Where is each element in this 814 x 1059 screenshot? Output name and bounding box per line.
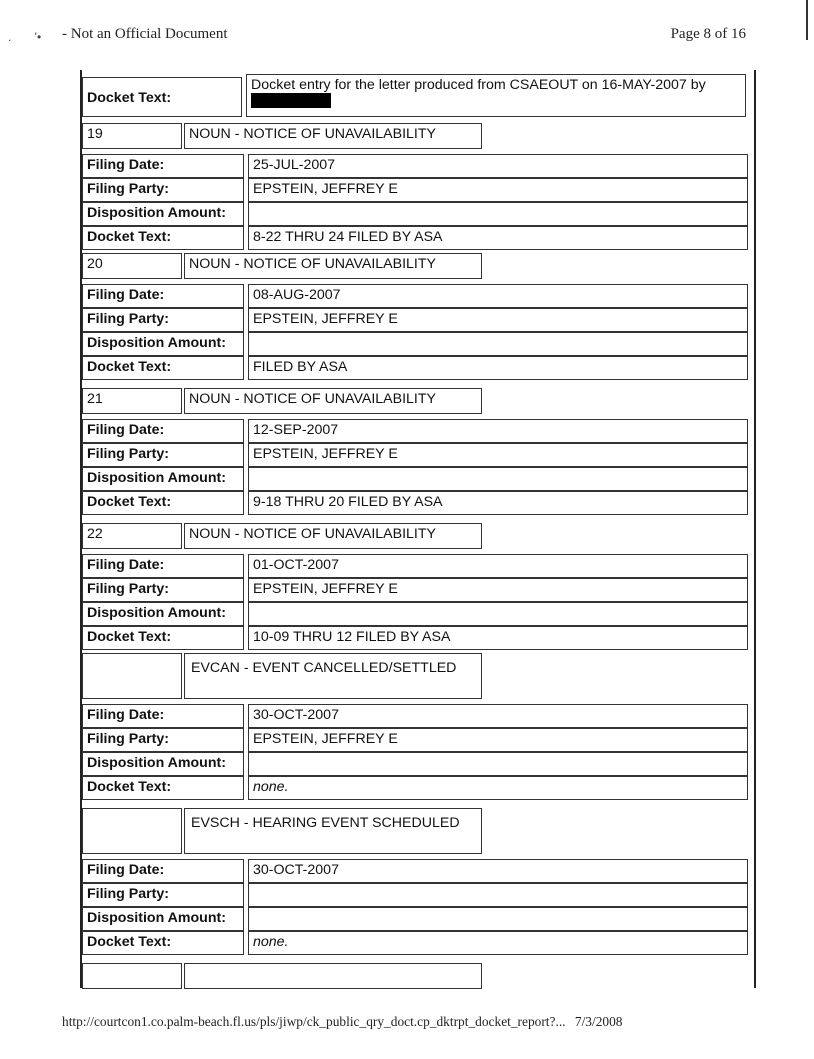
docket-text-label: Docket Text: — [82, 626, 244, 650]
filing-party-label: Filing Party: — [82, 578, 244, 602]
filing-party-value: EPSTEIN, JEFFREY E — [248, 728, 748, 752]
docket-text-value: none. — [248, 776, 748, 800]
docket-text-value: 10-09 THRU 12 FILED BY ASA — [248, 626, 748, 650]
entry-number-cell: 21 — [82, 388, 182, 414]
disposition-amount-value — [248, 467, 748, 491]
entry-number-cell: 22 — [82, 523, 182, 549]
empty-number-cell — [82, 963, 182, 989]
entry-event-cell: NOUN - NOTICE OF UNAVAILABILITY — [184, 123, 482, 149]
disposition-amount-label: Disposition Amount: — [82, 907, 244, 931]
docket-text-label: Docket Text: — [82, 491, 244, 515]
entry-event-cell: NOUN - NOTICE OF UNAVAILABILITY — [184, 253, 482, 279]
scan-edge-mark — [806, 0, 808, 40]
entry-event-cell: EVSCH - HEARING EVENT SCHEDULED — [184, 808, 482, 854]
entry-number-cell: 19 — [82, 123, 182, 149]
filing-date-label: Filing Date: — [82, 859, 244, 883]
docket-text-label: Docket Text: — [82, 226, 244, 250]
filing-date-label: Filing Date: — [82, 704, 244, 728]
filing-party-label: Filing Party: — [82, 178, 244, 202]
disposition-amount-label: Disposition Amount: — [82, 332, 244, 356]
page-footer — [62, 1014, 623, 1030]
docket-text-value: none. — [248, 931, 748, 955]
filing-party-value: EPSTEIN, JEFFREY E — [248, 443, 748, 467]
disposition-amount-label: Disposition Amount: — [82, 202, 244, 226]
filing-party-value — [248, 883, 748, 907]
filing-date-value: 01-OCT-2007 — [248, 554, 748, 578]
page-number: Page 8 of 16 — [670, 26, 746, 42]
filing-date-value: 30-OCT-2007 — [248, 859, 748, 883]
disposition-amount-value — [248, 202, 748, 226]
filing-party-value: EPSTEIN, JEFFREY E — [248, 308, 748, 332]
disposition-amount-label: Disposition Amount: — [82, 602, 244, 626]
entry-number-cell: 20 — [82, 253, 182, 279]
disposition-amount-label: Disposition Amount: — [82, 752, 244, 776]
filing-party-value: EPSTEIN, JEFFREY E — [248, 178, 748, 202]
docket-text-value: 9-18 THRU 20 FILED BY ASA — [248, 491, 748, 515]
filing-date-value: 12-SEP-2007 — [248, 419, 748, 443]
docket-text-value: 8-22 THRU 24 FILED BY ASA — [248, 226, 748, 250]
redaction-block — [251, 93, 331, 108]
disposition-amount-value — [248, 907, 748, 931]
docket-text-value — [246, 74, 746, 117]
filing-date-value: 08-AUG-2007 — [248, 284, 748, 308]
docket-text-content: Docket entry for the letter produced from CSAEOUT on 16-MAY-2007 by — [251, 77, 706, 93]
filing-date-label: Filing Date: — [82, 419, 244, 443]
disposition-amount-value — [248, 752, 748, 776]
filing-date-label: Filing Date: — [82, 284, 244, 308]
filing-date-value: 30-OCT-2007 — [248, 704, 748, 728]
filing-party-label: Filing Party: — [82, 443, 244, 467]
entry-event-cell: EVCAN - EVENT CANCELLED/SETTLED — [184, 653, 482, 699]
docket-text-label: Docket Text: — [82, 77, 242, 117]
disposition-amount-value — [248, 602, 748, 626]
filing-party-label: Filing Party: — [82, 308, 244, 332]
filing-party-value: EPSTEIN, JEFFREY E — [248, 578, 748, 602]
footer-url: http://courtcon1.co.palm-beach.fl.us/pls/jiwp/ck_public_qry_doct.cp_dktrpt_docket_report?... — [62, 1014, 566, 1029]
entry-number-cell — [82, 808, 182, 854]
disposition-amount-label: Disposition Amount: — [82, 467, 244, 491]
entry-event-cell: NOUN - NOTICE OF UNAVAILABILITY — [184, 523, 482, 549]
footer-date: 7/3/2008 — [574, 1014, 623, 1029]
docket-text-label: Docket Text: — [82, 931, 244, 955]
filing-date-label: Filing Date: — [82, 154, 244, 178]
filing-date-value: 25-JUL-2007 — [248, 154, 748, 178]
entry-number-cell — [82, 653, 182, 699]
docket-text-label: Docket Text: — [82, 776, 244, 800]
filing-party-label: Filing Party: — [82, 883, 244, 907]
entry-event-cell: NOUN - NOTICE OF UNAVAILABILITY — [184, 388, 482, 414]
filing-party-label: Filing Party: — [82, 728, 244, 752]
document-disclaimer: - Not an Official Document — [62, 26, 228, 42]
docket-text-value: FILED BY ASA — [248, 356, 748, 380]
disposition-amount-value — [248, 332, 748, 356]
empty-event-cell — [184, 963, 482, 989]
docket-text-label: Docket Text: — [82, 356, 244, 380]
scan-specks: . '• — [8, 30, 42, 44]
filing-date-label: Filing Date: — [82, 554, 244, 578]
